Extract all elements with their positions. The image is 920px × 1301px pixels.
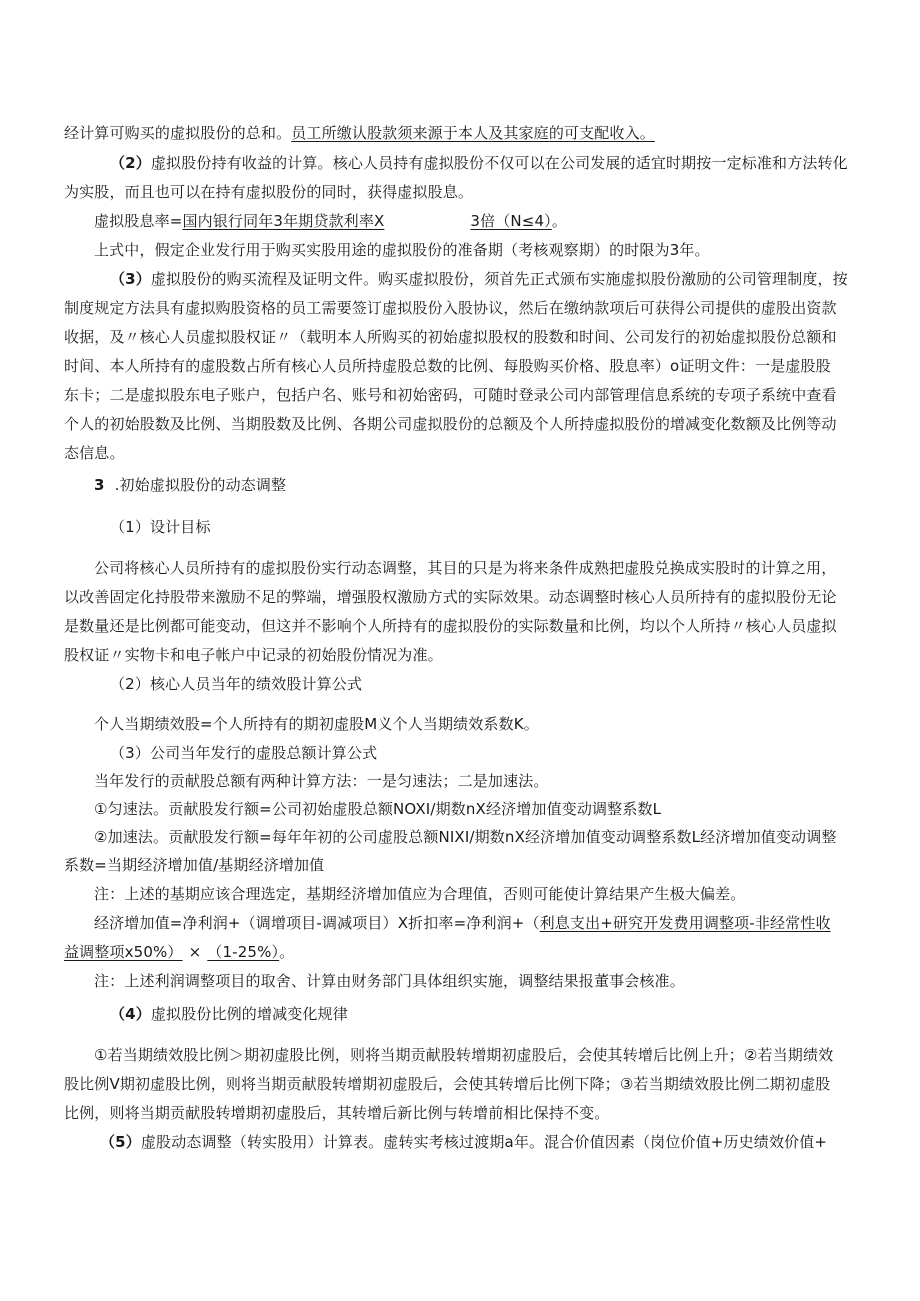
underlined-text: 国内银行同年3年期贷款利率X: [182, 212, 385, 230]
note-line: 注：上述利润调整项目的取舍、计算由财务部门具体组织实施，调整结果报董事会核准。: [94, 972, 685, 990]
note-line: 注：上述的基期应该合理选定，基期经济增加值应为合理值，否则可能使计算结果产生极大偏差。: [94, 885, 746, 903]
section-heading: 3 .初始虚拟股份的动态调整: [94, 476, 287, 494]
subsection-heading: （4）虚拟股份比例的增减变化规律: [110, 1005, 348, 1023]
item-number: （1）: [110, 518, 150, 536]
formula-line: 经济增加值=净利润+（调增项目-调减项目）X折扣率=净利润+（利息支出+研究开发费用调整项-非经常性收: [94, 914, 831, 932]
formula-line: ①匀速法。贡献股发行额=公司初始虚股总额NOXI/期数nX经济增加值变动调整系数L: [94, 800, 662, 818]
paragraph-line: （5）虚股动态调整（转实股用）计算表。虚转实考核过渡期a年。混合价值因素（岗位价值+历史绩效价值+: [100, 1133, 828, 1151]
paragraph-line: 个人的初始股数及比例、当期股数及比例、各期公司虚拟股份的总额及个人所持虚拟股份的增减变化数额及比例等动: [64, 415, 837, 433]
item-number: （3）: [110, 744, 150, 762]
underlined-text: （1-25%）: [207, 943, 280, 961]
formula-line: 虚拟股息率=国内银行同年3年期贷款利率X 3倍（N≤4）。: [94, 212, 567, 230]
item-number: （3）: [110, 270, 151, 288]
paragraph-line: 时间、本人所持有的虚股数占所有核心人员所持虚股总数的比例、每股购买价格、股息率）o证明文件：一是虚股股: [64, 357, 831, 375]
paragraph-line: 为实股，而且也可以在持有虚拟股份的同时，获得虚拟股息。: [64, 183, 474, 201]
paragraph-line: 东卡；二是虚拟股东电子账户，包括户名、账号和初始密码，可随时登录公司内部管理信息系统的专项子系统中查看: [64, 386, 837, 404]
underlined-text: 利息支出+研究开发费用调整项-非经常性收: [539, 914, 831, 932]
section-number: 3: [94, 476, 105, 494]
formula-line: 系数=当期经济增加值/基期经济增加值: [64, 856, 325, 874]
subsection-heading: （2）核心人员当年的绩效股计算公式: [110, 675, 363, 693]
item-number: （4）: [110, 1005, 151, 1023]
underlined-text: 益调整项x50%）: [64, 943, 183, 961]
paragraph-line: 是数量还是比例都可能变动，但这并不影响个人所持有的虚拟股份的实际数量和比例，均以个人所持〃核心人员虚拟: [64, 617, 837, 635]
paragraph-line: 制度规定方法具有虚拟购股资格的员工需要签订虚拟股份入股协议，然后在缴纳款项后可获得公司提供的虚股出资款: [64, 299, 837, 317]
formula-line: ②加速法。贡献股发行额=每年年初的公司虚股总额NIXI/期数nX经济增加值变动调整系数L经济增加值变动调整: [94, 828, 837, 846]
paragraph-line: 比例，则将当期贡献股转增期初虚股后，其转增后新比例与转增前相比保持不变。: [64, 1104, 610, 1122]
underlined-text: 员工所缴认股款须来源于本人及其家庭的可支配收入。: [291, 124, 655, 142]
subsection-heading: （3）公司当年发行的虚股总额计算公式: [110, 744, 378, 762]
item-number: （2）: [110, 675, 150, 693]
formula-line: 个人当期绩效股=个人所持有的期初虚股M义个人当期绩效系数K。: [94, 715, 539, 733]
underlined-text: 3倍（N≤4）: [470, 212, 552, 230]
paragraph-line: 经计算可购买的虚拟股份的总和。员工所缴认股款须来源于本人及其家庭的可支配收入。: [64, 124, 655, 142]
subsection-heading: （1）设计目标: [110, 518, 211, 536]
formula-line: 益调整项x50%） × （1-25%）。: [64, 943, 295, 961]
paragraph-line: ①若当期绩效股比例＞期初虚股比例，则将当期贡献股转增期初虚股后，会使其转增后比例上升；②若当期绩效: [94, 1046, 834, 1064]
paragraph-line: （3）虚拟股份的购买流程及证明文件。购买虚拟股份，须首先正式颁布实施虚拟股份激励的公司管理制度，按: [110, 270, 848, 288]
paragraph-line: 公司将核心人员所持有的虚拟股份实行动态调整，其目的只是为将来条件成熟把虚股兑换成实股时的计算之用，: [94, 559, 837, 577]
paragraph-line: 股权证〃实物卡和电子帐户中记录的初始股份情况为准。: [64, 646, 443, 664]
item-number: （5）: [100, 1133, 141, 1151]
paragraph-line: 上式中，假定企业发行用于购买实股用途的虚拟股份的准备期（考核观察期）的时限为3年。: [94, 241, 710, 259]
paragraph-line: 态信息。: [64, 444, 125, 462]
paragraph-line: 当年发行的贡献股总额有两种计算方法：一是匀速法；二是加速法。: [94, 772, 549, 790]
paragraph-line: 股比例V期初虚股比例，则将当期贡献股转增期初虚股后，会使其转增后比例下降；③若当期绩效股比例二期初虚股: [64, 1075, 831, 1093]
paragraph-line: 以改善固定化持股带来激励不足的弊端，增强股权激励方式的实际效果。动态调整时核心人员所持有的虚拟股份无论: [64, 588, 837, 606]
paragraph-line: 收据，及〃核心人员虚拟股权证〃（载明本人所购买的初始虚拟股权的股数和时间、公司发行的初始虚拟股份总额和: [64, 328, 837, 346]
item-number: （2）: [110, 154, 151, 172]
paragraph-line: （2）虚拟股份持有收益的计算。核心人员持有虚拟股份不仅可以在公司发展的适宜时期按一定标准和方法转化: [110, 154, 848, 172]
